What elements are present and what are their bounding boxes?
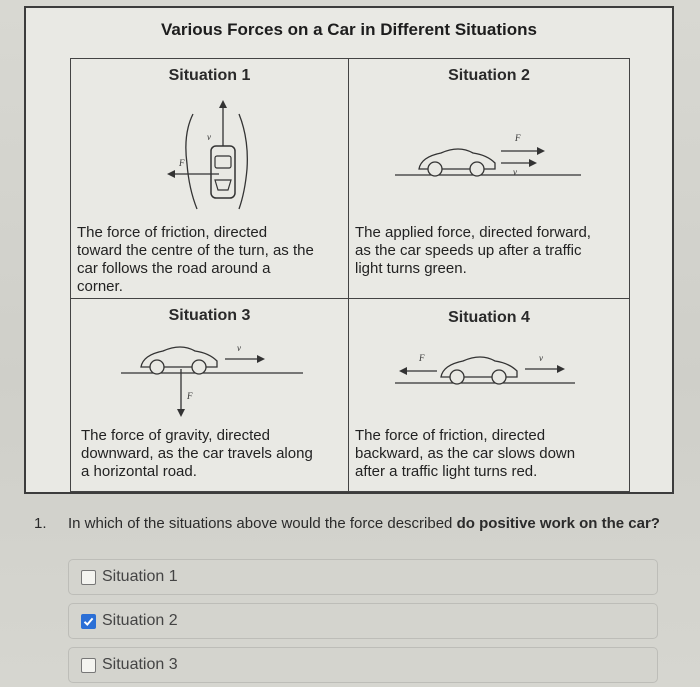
situation-1-diagram — [71, 94, 349, 214]
forces-figure — [24, 6, 674, 494]
situation-4-cell — [349, 299, 629, 491]
option-label: Situation 1 — [102, 568, 178, 585]
situation-3-velocity-label: v — [237, 343, 241, 353]
situation-2-title: Situation 2 — [448, 67, 530, 84]
question-number: 1. — [34, 515, 47, 532]
situation-3-description: The force of gravity, directed downward, as the car travels along a horizontal road. — [81, 427, 313, 480]
option-situation-1[interactable] — [68, 559, 658, 595]
situation-4-velocity-label: v — [539, 353, 543, 363]
question-text: In which of the situations above would the force described do positive work on the car? — [68, 515, 660, 532]
situation-2-description: The applied force, directed forward, as the car speeds up after a traffic light turns green. — [355, 224, 591, 277]
situation-1-force-label: F⃗ — [179, 158, 192, 168]
option-situation-3[interactable] — [68, 647, 658, 683]
situation-1-cell — [71, 59, 349, 299]
situations-grid — [70, 58, 630, 492]
situation-2-cell — [349, 59, 629, 299]
situation-4-title: Situation 4 — [448, 309, 530, 326]
situation-1-velocity-label: v — [207, 132, 211, 142]
option-label: Situation 3 — [102, 656, 178, 673]
situation-1-description: The force of friction, directed toward the centre of the turn, as the car follows the road around a corner. — [77, 224, 314, 295]
checkbox-icon[interactable] — [81, 570, 96, 585]
checkbox-checked-icon[interactable] — [81, 614, 96, 629]
situation-4-force-label: F⃗ — [419, 353, 432, 363]
option-situation-2[interactable] — [68, 603, 658, 639]
situation-2-force-label: F⃗ — [515, 133, 528, 143]
situation-3-diagram — [71, 335, 349, 425]
situation-1-title: Situation 1 — [168, 67, 251, 84]
situation-2-diagram — [349, 119, 629, 209]
checkbox-icon[interactable] — [81, 658, 96, 673]
situation-2-velocity-label: v — [513, 167, 517, 177]
situation-3-force-label: F⃗ — [187, 391, 200, 401]
situation-4-diagram — [349, 341, 629, 431]
figure-title: Various Forces on a Car in Different Situations — [161, 20, 537, 39]
situation-4-description: The force of friction, directed backward, as the car slows down after a traffic light turns red. — [355, 427, 576, 480]
option-label: Situation 2 — [102, 612, 178, 629]
situation-3-cell — [71, 299, 349, 491]
situation-3-title: Situation 3 — [168, 307, 251, 324]
